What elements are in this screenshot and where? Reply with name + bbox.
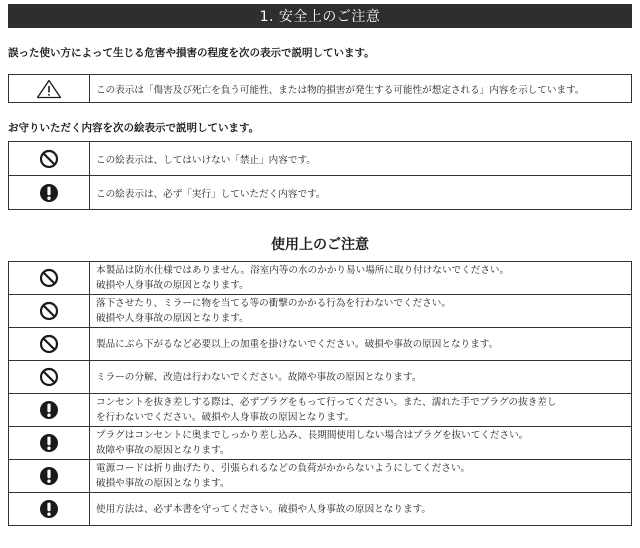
symbol-row	[9, 176, 632, 210]
usage-text-line: プラグはコンセントに奥までしっかり差し込み、長期間使用しない場合はプラグを抜いてください。	[96, 430, 529, 441]
usage-table	[8, 261, 632, 526]
usage-text	[90, 427, 632, 460]
usage-text	[90, 328, 632, 361]
warning-table	[8, 74, 632, 103]
prohibited-icon	[9, 295, 90, 328]
mandatory-icon	[9, 493, 90, 526]
usage-row	[9, 394, 632, 427]
usage-text-line: を行わないでください。破損や人身事故の原因となります。	[96, 412, 355, 423]
usage-text-line: 破損や人身事故の原因となります。	[96, 280, 249, 291]
usage-text-line: 製品にぶら下がるなど必要以上の加重を掛けないでください。破損や事故の原因となります。	[96, 338, 499, 350]
usage-row	[9, 427, 632, 460]
mandatory-icon	[9, 176, 90, 210]
usage-text	[90, 262, 632, 295]
usage-row	[9, 295, 632, 328]
section-title: 1. 安全上のご注意	[259, 9, 381, 25]
warning-triangle-icon	[9, 75, 90, 103]
usage-text-line: 破損や事故の原因となります。	[96, 478, 230, 489]
warning-text: この表示は「傷害及び死亡を負う可能性、または物的損害が発生する可能性が想定される」内容を示しています。	[90, 75, 632, 103]
usage-text-line: 落下させたり、ミラーに物を当てる等の衝撃のかかる行為を行わないでください。	[96, 298, 451, 309]
usage-text	[90, 361, 632, 394]
usage-text-line: 破損や人身事故の原因となります。	[96, 313, 249, 324]
prohibited-icon	[9, 328, 90, 361]
mandatory-icon	[9, 394, 90, 427]
usage-text	[90, 460, 632, 493]
mandatory-icon	[9, 460, 90, 493]
warning-row	[9, 75, 632, 103]
mandatory-icon	[9, 427, 90, 460]
usage-text	[90, 295, 632, 328]
symbol-table	[8, 141, 632, 210]
symbol-text: この絵表示は、必ず「実行」していただく内容です。	[90, 176, 632, 210]
usage-row	[9, 262, 632, 295]
usage-row	[9, 493, 632, 526]
prohibited-icon	[9, 142, 90, 176]
intro-text-2: お守りいただく内容を次の絵表示で説明しています。	[8, 122, 260, 134]
section-title-banner	[8, 4, 632, 28]
usage-text-line: 故障や事故の原因となります。	[96, 445, 230, 456]
symbol-row	[9, 142, 632, 176]
usage-text-line: 本製品は防水仕様ではありません。浴室内等の水のかかり易い場所に取り付けないでください。	[96, 265, 510, 276]
usage-text-line: コンセントを抜き差しする際は、必ずプラグをもって行ってください。また、濡れた手でプラグの抜き差し	[96, 397, 557, 408]
usage-row	[9, 460, 632, 493]
usage-title: 使用上のご注意	[271, 237, 369, 253]
symbol-text: この絵表示は、してはいけない「禁止」内容です。	[90, 142, 632, 176]
usage-text-line: 電源コードは折り曲げたり、引張られるなどの負荷がかからないようにしてください。	[96, 463, 471, 474]
intro-text-1: 誤った使い方によって生じる危害や損害の程度を次の表示で説明しています。	[8, 47, 375, 59]
prohibited-icon	[9, 361, 90, 394]
usage-row	[9, 361, 632, 394]
usage-text	[90, 493, 632, 526]
prohibited-icon	[9, 262, 90, 295]
usage-text	[90, 394, 632, 427]
usage-text-line: 使用方法は、必ず本書を守ってください。破損や人身事故の原因となります。	[96, 503, 432, 515]
usage-text-line: ミラーの分解、改造は行わないでください。故障や事故の原因となります。	[96, 371, 422, 383]
usage-row	[9, 328, 632, 361]
